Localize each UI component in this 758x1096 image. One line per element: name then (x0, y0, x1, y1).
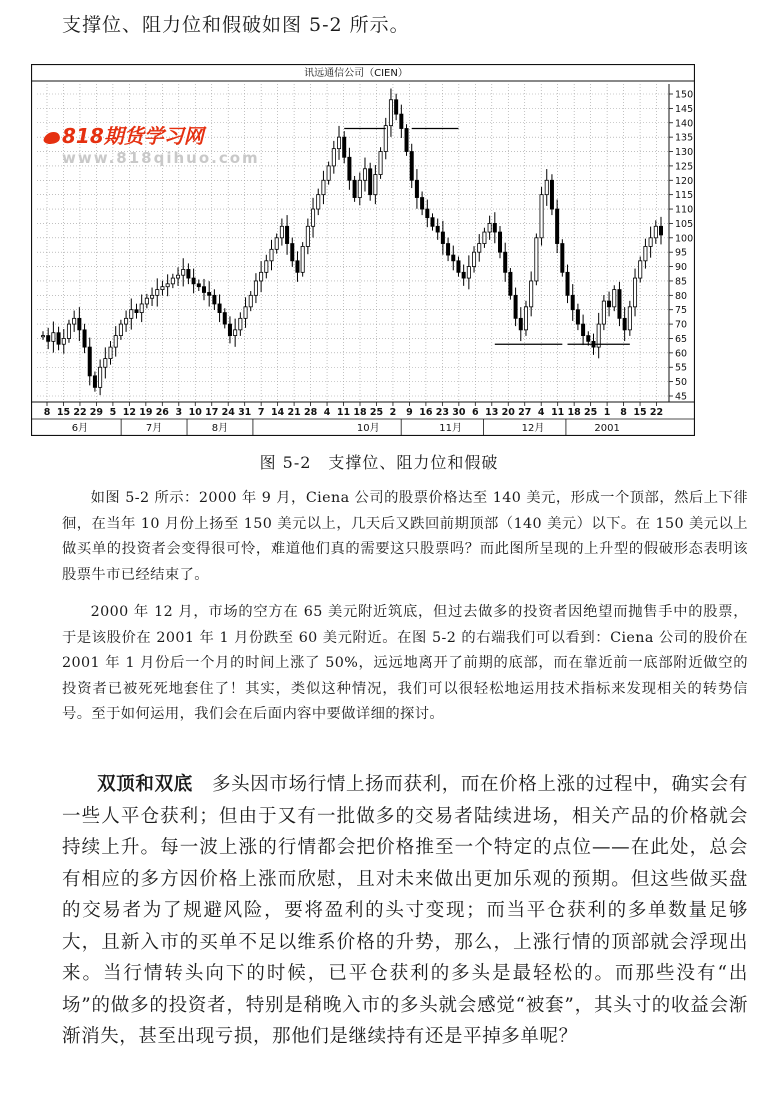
x-tick-label: 4 (323, 407, 331, 418)
price-bar-body (566, 272, 569, 295)
month-label: 6月 (71, 423, 89, 434)
x-tick-label: 15 (633, 407, 647, 418)
price-bar-body (607, 301, 610, 307)
price-bar-body (275, 238, 278, 250)
price-bar-body (628, 307, 631, 330)
price-bar-body (202, 287, 205, 293)
price-bar-body (540, 195, 543, 238)
price-bar-body (166, 284, 169, 287)
price-bar-body (311, 209, 314, 226)
x-tick-label: 6 (472, 407, 479, 418)
price-bar-body (472, 252, 475, 266)
y-tick-label: 60 (675, 348, 688, 360)
x-tick-label: 24 (221, 407, 235, 418)
price-bar-body (602, 301, 605, 324)
price-bar-body (301, 246, 304, 272)
price-bar-body (441, 232, 444, 244)
price-bar-body (348, 157, 351, 180)
price-bar-body (358, 180, 361, 197)
price-bar-body (73, 318, 76, 324)
y-tick-label: 55 (675, 362, 688, 374)
y-tick-label: 145 (675, 103, 694, 115)
price-bar-body (452, 255, 455, 261)
price-bar-body (369, 169, 372, 195)
x-tick-label: 8 (620, 407, 627, 418)
x-tick-label: 22 (73, 407, 87, 418)
price-bar-body (462, 272, 465, 278)
price-bar-body (285, 226, 288, 243)
x-tick-label: 18 (567, 407, 581, 418)
price-bar-body (52, 333, 55, 342)
price-bar-body (405, 129, 408, 152)
price-bar-body (582, 324, 585, 336)
price-bar-body (218, 304, 221, 313)
price-bar-body (395, 100, 398, 114)
price-bar-body (623, 318, 626, 330)
x-tick-label: 31 (238, 407, 252, 418)
x-tick-label: 27 (518, 407, 532, 418)
x-tick-label: 17 (205, 407, 219, 418)
section-double-top (62, 769, 748, 1053)
price-bar-body (130, 310, 133, 319)
watermark-brand-text: 818期货学习网 (62, 124, 204, 148)
price-bar-body (415, 180, 418, 197)
price-bar-body (353, 180, 356, 197)
price-bar-body (296, 261, 299, 273)
price-bar-body (156, 290, 159, 296)
x-tick-label: 10 (188, 407, 202, 418)
price-bar-body (150, 295, 153, 298)
x-tick-label: 23 (435, 407, 449, 418)
price-bar-body (88, 347, 91, 376)
price-bar-body (47, 336, 50, 342)
price-bar-body (280, 226, 283, 238)
price-bar-body (187, 269, 190, 278)
x-tick-label: 5 (109, 407, 117, 418)
x-tick-label: 16 (419, 407, 433, 418)
price-bar-body (550, 180, 553, 209)
price-bar-body (446, 244, 449, 256)
x-tick-label: 8 (43, 407, 51, 418)
price-bar-body (576, 310, 579, 324)
watermark-logo-icon (42, 132, 61, 144)
price-bar-body (509, 272, 512, 295)
price-bar-body (254, 281, 257, 295)
price-bar-body (140, 304, 143, 313)
price-bar-body (197, 284, 200, 287)
price-bar-body (363, 169, 366, 181)
price-bar-body (410, 152, 413, 181)
price-bar-body (234, 330, 237, 336)
price-bar-body (618, 290, 621, 319)
y-tick-label: 50 (675, 377, 688, 389)
price-bar-body (431, 218, 434, 227)
price-bar-body (379, 152, 382, 175)
price-bar-body (384, 126, 387, 152)
price-bar-body (467, 267, 470, 279)
price-bar-body (322, 180, 325, 194)
price-bar-body (504, 252, 507, 272)
watermark-brand (44, 120, 260, 149)
y-tick-label: 70 (675, 319, 688, 331)
price-bar-body (104, 359, 107, 368)
price-bar-body (182, 269, 185, 275)
x-tick-label: 2 (389, 407, 397, 418)
price-bar-body (644, 246, 647, 260)
price-bar-body (493, 223, 496, 232)
x-tick-label: 13 (485, 407, 499, 418)
price-bar-body (649, 238, 652, 247)
price-bar-body (332, 149, 335, 166)
price-bar-body (213, 295, 216, 304)
price-bar-body (239, 318, 242, 330)
price-bar-body (654, 226, 657, 238)
y-tick-label: 90 (675, 262, 688, 274)
price-bar-body (176, 275, 179, 278)
section-heading: 双顶和双底 (97, 774, 193, 795)
x-tick-label: 9 (406, 407, 413, 418)
y-tick-label: 75 (675, 305, 688, 317)
price-bar-body (633, 278, 636, 307)
price-bar-body (135, 310, 138, 313)
x-tick-label: 20 (501, 407, 515, 418)
watermark (44, 120, 260, 167)
price-bar-body (62, 338, 65, 344)
price-bar-body (291, 244, 294, 261)
price-bar-body (457, 261, 460, 273)
price-bar-body (498, 232, 501, 252)
y-tick-label: 110 (675, 204, 694, 216)
month-label: 12月 (521, 423, 545, 434)
x-tick-label: 12 (122, 407, 136, 418)
price-bar-body (228, 324, 231, 336)
chart-title: 讯远通信公司（CIEN） (304, 68, 408, 79)
price-bar-body (223, 313, 226, 325)
month-label: 10月 (356, 423, 380, 434)
price-bar-body (327, 166, 330, 180)
x-tick-label: 18 (353, 407, 367, 418)
y-tick-label: 140 (675, 118, 694, 130)
price-bar-body (83, 330, 86, 347)
price-bar-body (67, 324, 70, 338)
price-bar-body (109, 347, 112, 359)
y-tick-label: 100 (675, 233, 694, 245)
price-bar-body (119, 324, 122, 336)
x-tick-label: 22 (649, 407, 664, 418)
price-bar-body (519, 318, 522, 330)
price-bar-body (587, 336, 590, 342)
price-bar-body (556, 209, 559, 244)
paragraph-2: 2000 年 12 月，市场的空方在 65 美元附近筑底，但过去做多的投资者因绝望而抛售手中的股票，于是该股价在 2001 年 1 月份跌至 60 美元附近。在图 5-2 的右端我们可以看到：Ciena 公司的股价在 2001 年 1 月份后一个月的时间上涨了 50%，远远地离开了前期的底部，而在靠近前一底部附近做空的投资者已被死死地套住了！其实，类似这种情况，我们可以很轻松地运用技术指标来发现相关的转势信号。至于如何运用，我们会在后面内容中要做详细的探讨。 (62, 604, 748, 722)
price-bar-body (244, 307, 247, 319)
price-bar-body (530, 281, 533, 307)
price-bar-body (171, 278, 174, 284)
month-label: 8月 (211, 423, 229, 434)
month-label: 11月 (439, 423, 462, 434)
x-tick-label: 25 (369, 407, 384, 418)
paragraph-1: 如图 5-2 所示：2000 年 9 月，Ciena 公司的股票价格达至 140 美元，形成一个顶部，然后上下徘徊，在当年 10 月份上扬至 150 美元以上，几天后又跌回前期顶部（140 美元）以下。在 150 美元以上做买单的投资者会变得很可怜，难道他们真的需要这只股票吗？而此图所呈现的上升型的假破形态表明该股票牛市已经结束了。 (62, 490, 748, 583)
price-bar-body (114, 336, 117, 348)
price-bar-body (478, 244, 481, 253)
month-label: 7月 (145, 423, 163, 434)
price-bar-body (639, 261, 642, 278)
price-bar-body (337, 137, 340, 149)
price-bar-body (317, 195, 320, 209)
x-tick-label: 11 (336, 407, 351, 418)
x-tick-label: 28 (303, 407, 318, 418)
price-bar-body (124, 318, 127, 324)
price-bar-body (260, 272, 263, 281)
price-bar-body (374, 175, 377, 195)
price-bar-body (389, 100, 392, 126)
price-bar-body (613, 290, 616, 307)
price-bar-body (306, 226, 309, 246)
price-bar-body (343, 137, 346, 157)
price-bar-body (545, 180, 548, 194)
intro-line: 支撑位、阻力位和假破如图 5-2 所示。 (62, 14, 410, 36)
price-bar-body (535, 238, 538, 281)
month-label: 2001 (594, 423, 620, 434)
x-tick-label: 7 (257, 407, 265, 418)
x-tick-label: 25 (584, 407, 598, 418)
price-bar-body (270, 249, 273, 261)
x-tick-label: 4 (537, 407, 545, 418)
price-bar-body (426, 209, 429, 218)
y-tick-label: 45 (675, 391, 688, 403)
y-tick-label: 130 (675, 147, 694, 159)
price-bar-body (99, 367, 102, 387)
price-bar-body (93, 376, 96, 388)
y-tick-label: 105 (675, 218, 694, 230)
y-tick-label: 85 (675, 276, 688, 288)
price-bar-body (145, 298, 148, 304)
x-tick-label: 11 (551, 407, 565, 418)
price-bar-body (488, 223, 491, 232)
price-bar-body (524, 307, 527, 330)
price-bar-body (561, 244, 564, 273)
price-bar-body (208, 292, 211, 295)
price-bar-body (78, 318, 81, 330)
price-bar-body (571, 295, 574, 309)
y-tick-label: 95 (675, 247, 688, 259)
price-bar-body (249, 295, 252, 307)
x-tick-label: 14 (271, 407, 285, 418)
price-bar-body (265, 261, 268, 273)
x-tick-label: 3 (175, 407, 183, 418)
price-bar-body (400, 114, 403, 128)
y-tick-label: 65 (675, 333, 688, 345)
x-tick-label: 21 (287, 407, 301, 418)
figure-caption: 图 5-2 支撑位、阻力位和假破 (259, 453, 499, 472)
y-tick-label: 120 (675, 175, 694, 187)
price-bar-body (659, 226, 662, 235)
x-tick-label: 1 (603, 407, 611, 418)
x-tick-label: 26 (155, 407, 169, 418)
price-bar-body (436, 226, 439, 232)
x-tick-label: 19 (139, 407, 153, 418)
y-tick-label: 115 (675, 190, 694, 202)
y-tick-label: 80 (675, 290, 688, 302)
price-bar-body (421, 198, 424, 210)
price-bar-body (161, 287, 164, 290)
y-tick-label: 125 (675, 161, 694, 173)
price-bar-body (57, 333, 60, 345)
price-bar-body (514, 295, 517, 318)
watermark-url: www.818qihuo.com (62, 149, 260, 167)
price-bar-body (192, 278, 195, 284)
price-bar-body (41, 336, 44, 337)
price-bar-body (483, 232, 486, 244)
y-tick-label: 150 (675, 89, 694, 101)
section-body: 多头因市场行情上扬而获利，而在价格上涨的过程中，确实会有一些人平仓获利；但由于又有一批做多的交易者陆续进场，相关产品的价格就会持续上升。每一波上涨的行情都会把价格推至一个特定的点位——在此处，总会有相应的多方因价格上涨而欣慰，且对未来做出更加乐观的预期。但这些做买盘的交易者为了规避风险，要将盈利的头寸变现；而当平仓获利的多单数量足够大，且新入市的买单不足以维系价格的升势，那么，上涨行情的顶部就会浮现出来。当行情转头向下的时候，已平仓获利的多头是最轻松的。而那些没有“出场”的做多的投资者，特别是稍晚入市的多头就会感觉“被套”，其头寸的收益会渐渐消失，甚至出现亏损，那他们是继续持有还是平掉多单呢？ (62, 774, 748, 1047)
y-tick-label: 135 (675, 132, 694, 144)
x-tick-label: 15 (56, 407, 71, 418)
x-tick-label: 30 (452, 407, 466, 418)
x-tick-label: 29 (89, 407, 104, 418)
